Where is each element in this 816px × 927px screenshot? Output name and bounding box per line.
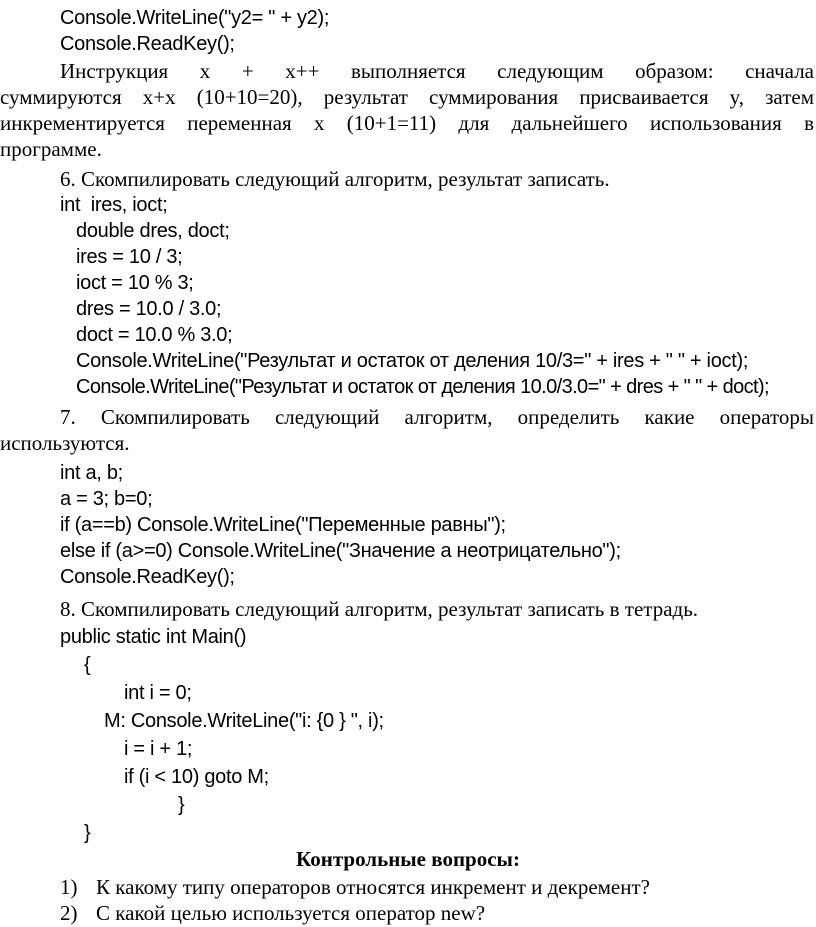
paragraph-line: инкрементируется переменная x (10+1=11) для дальнейшего использования в	[0, 111, 814, 135]
code-line: ioct = 10 % 3;	[76, 272, 194, 294]
code-line: doct = 10.0 % 3.0;	[76, 324, 233, 346]
question-text: К какому типу операторов относятся инкремент и декремент?	[96, 875, 650, 899]
task-title: 8. Скомпилировать следующий алгоритм, результат записать в тетрадь.	[60, 597, 699, 621]
code-line: a = 3; b=0;	[60, 488, 153, 510]
task-title: используются.	[0, 431, 130, 455]
code-line: Console.ReadKey();	[60, 33, 235, 55]
question-number: 1)	[60, 875, 78, 899]
code-line: if (i < 10) goto M;	[124, 766, 269, 788]
code-line: M: Console.WriteLine("i: {0 } ", i);	[104, 710, 384, 732]
code-line: int ires, ioct;	[60, 194, 168, 216]
code-line: }	[84, 822, 91, 844]
section-heading: Контрольные вопросы:	[296, 847, 520, 871]
task-title: 7. Скомпилировать следующий алгоритм, определить какие операторы	[60, 405, 814, 429]
task-title: 6. Скомпилировать следующий алгоритм, результат записать.	[60, 167, 610, 191]
code-line: Console.WriteLine("Результат и остаток от деления 10.0/3.0=" + dres + " " + doct);	[76, 376, 770, 398]
code-line: public static int Main()	[60, 626, 247, 648]
code-line: ires = 10 / 3;	[76, 246, 183, 268]
paragraph-line: суммируются x+x (10+10=20), результат суммирования присваивается y, затем	[0, 85, 814, 109]
code-line: Console.WriteLine("y2= " + y2);	[60, 7, 330, 29]
code-line: int i = 0;	[124, 682, 192, 704]
code-line: double dres, doct;	[76, 220, 230, 242]
code-line: i = i + 1;	[124, 738, 193, 760]
paragraph-line: Инструкция x + x++ выполняется следующим образом: сначала	[60, 59, 814, 83]
code-line: if (a==b) Console.WriteLine("Переменные равны");	[60, 514, 506, 536]
code-line: int a, b;	[60, 462, 123, 484]
code-line: }	[178, 794, 185, 816]
code-line: Console.ReadKey();	[60, 566, 235, 588]
paragraph-line: программе.	[0, 137, 102, 161]
code-line: else if (a>=0) Console.WriteLine("Значение a неотрицательно");	[60, 540, 621, 562]
question-number: 2)	[60, 901, 78, 925]
code-line: dres = 10.0 / 3.0;	[76, 298, 222, 320]
code-line: {	[84, 654, 91, 676]
code-line: Console.WriteLine("Результат и остаток от деления 10/3=" + ires + " " + ioct);	[76, 350, 749, 372]
question-text: С какой целью используется оператор new?	[96, 901, 486, 925]
